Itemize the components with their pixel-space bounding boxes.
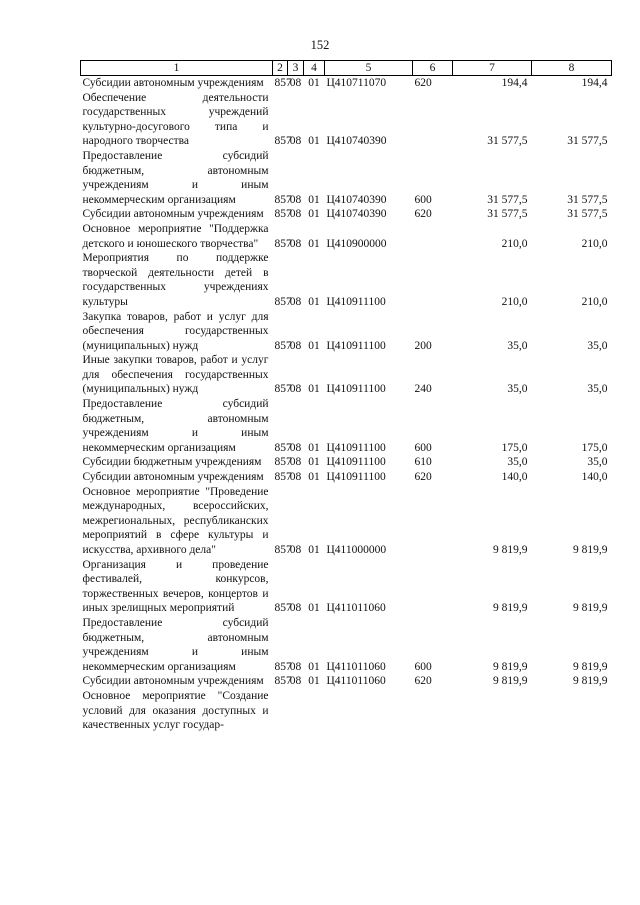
row-target-code: Ц410900000 xyxy=(326,237,387,250)
row-amount-col7: 175,0 xyxy=(501,441,528,454)
row-expense-type xyxy=(413,91,453,149)
row-amount-col7: 9 819,9 xyxy=(493,660,528,673)
row-expense-type: 620 xyxy=(414,471,432,484)
row-ministry-code: 857 xyxy=(274,471,292,484)
row-amount-col8: 31 577,5 xyxy=(567,193,608,206)
row-section-code: 08 xyxy=(289,660,302,673)
header-cell: 7 xyxy=(453,61,532,76)
row-description: Закупка товаров, работ и услуг для обеспечения государственных (муниципальных) нужд xyxy=(82,310,269,352)
row-description: Мероприятия по поддержке творческой деятельности детей в государственных учреждениях культуры xyxy=(82,252,269,308)
row-expense-type: 200 xyxy=(414,339,432,352)
table-row xyxy=(81,470,612,485)
row-target-code: Ц411000000 xyxy=(326,544,387,556)
row-target-code: Ц410911100 xyxy=(326,295,386,308)
row-amount-col8: 175,0 xyxy=(581,441,608,454)
row-ministry-code: 857 xyxy=(274,135,292,148)
row-description: Субсидии бюджетным учреждениям xyxy=(82,456,262,469)
row-ministry-code: 857 xyxy=(274,193,292,206)
table-row xyxy=(81,353,612,397)
budget-table xyxy=(80,60,612,733)
row-target-code: Ц410911100 xyxy=(326,339,386,352)
header-cell: 4 xyxy=(304,61,325,76)
row-amount-col7: 9 819,9 xyxy=(493,602,528,615)
row-ministry-code: 857 xyxy=(274,295,292,308)
row-subsection-code: 01 xyxy=(308,339,320,352)
row-target-code: Ц411011060 xyxy=(326,602,386,615)
row-amount-col7: 31 577,5 xyxy=(487,135,528,148)
row-amount-col7: 194,4 xyxy=(501,77,528,89)
header-cell: 1 xyxy=(81,61,273,76)
row-amount-col8: 35,0 xyxy=(587,383,608,396)
row-amount-col8: 210,0 xyxy=(581,237,608,250)
row-section-code: 08 xyxy=(289,193,302,206)
table-row xyxy=(81,91,612,149)
row-description: Предоставление субсидий бюджетным, автономным учреждениям и иным некоммерческим организациям xyxy=(82,398,269,454)
table-row xyxy=(81,149,612,207)
row-amount-col8: 31 577,5 xyxy=(567,208,608,221)
row-target-code xyxy=(325,689,413,733)
row-description: Организация и проведение фестивалей, конкурсов, торжественных вечеров, концертов и иных зрелищных мероприятий xyxy=(82,558,269,615)
row-expense-type: 620 xyxy=(414,675,432,688)
header-cell: 2 xyxy=(273,61,288,76)
table-row xyxy=(81,251,612,309)
row-subsection-code: 01 xyxy=(308,135,320,148)
row-target-code: Ц410911100 xyxy=(326,456,386,469)
row-target-code: Ц410911100 xyxy=(326,471,386,484)
table-row xyxy=(81,455,612,470)
row-expense-type: 600 xyxy=(414,441,432,454)
row-ministry-code: 857 xyxy=(274,602,292,615)
row-description: Предоставление субсидий бюджетным, автономным учреждениям и иным некоммерческим организациям xyxy=(82,149,269,206)
row-expense-type: 600 xyxy=(414,660,432,673)
row-section-code: 08 xyxy=(289,602,302,615)
row-expense-type: 610 xyxy=(414,456,432,469)
header-cell: 5 xyxy=(325,61,413,76)
row-subsection-code: 01 xyxy=(308,208,320,221)
row-amount-col8: 31 577,5 xyxy=(567,135,608,148)
row-subsection-code: 01 xyxy=(308,441,320,454)
row-expense-type: 240 xyxy=(414,383,432,396)
table-row xyxy=(81,558,612,616)
page-number: 152 xyxy=(310,38,330,52)
row-section-code: 08 xyxy=(289,441,302,454)
header-cell: 8 xyxy=(532,61,612,76)
row-description: Субсидии автономным учреждениям xyxy=(82,208,264,221)
row-section-code: 08 xyxy=(289,383,302,396)
row-expense-type xyxy=(413,689,453,733)
row-amount-col7: 140,0 xyxy=(501,471,528,484)
row-section-code: 08 xyxy=(289,456,302,469)
row-amount-col8: 35,0 xyxy=(587,456,608,469)
row-section-code: 08 xyxy=(289,471,302,484)
row-ministry-code: 857 xyxy=(274,544,292,556)
row-amount-col7 xyxy=(453,689,532,733)
row-ministry-code: 857 xyxy=(274,383,292,396)
row-amount-col8: 35,0 xyxy=(587,339,608,352)
row-amount-col7: 35,0 xyxy=(507,456,528,469)
row-subsection-code: 01 xyxy=(308,544,320,556)
row-amount-col8 xyxy=(532,689,612,733)
row-section-code: 08 xyxy=(289,77,302,89)
row-description: Предоставление субсидий бюджетным, автономным учреждениям и иным некоммерческим организациям xyxy=(82,616,269,673)
row-description: Субсидии автономным учреждениям xyxy=(82,77,264,89)
row-subsection-code: 01 xyxy=(308,237,320,250)
header-cell: 6 xyxy=(413,61,453,76)
row-amount-col8: 194,4 xyxy=(581,77,608,89)
row-section-code: 08 xyxy=(289,295,302,308)
row-description: Основное мероприятие "Создание условий для оказания доступных и качественных услуг государ- xyxy=(82,689,269,732)
row-amount-col7: 35,0 xyxy=(507,383,528,396)
header-row xyxy=(81,61,612,76)
row-amount-col8: 210,0 xyxy=(581,295,608,308)
row-subsection-code: 01 xyxy=(308,456,320,469)
row-ministry-code xyxy=(273,689,288,733)
row-section-code: 08 xyxy=(289,675,302,688)
row-target-code: Ц411011060 xyxy=(326,675,386,688)
row-ministry-code: 857 xyxy=(274,456,292,469)
row-amount-col8: 9 819,9 xyxy=(573,544,608,556)
row-amount-col7: 210,0 xyxy=(501,295,528,308)
row-subsection-code: 01 xyxy=(308,295,320,308)
row-target-code: Ц410911100 xyxy=(326,383,386,396)
table-row xyxy=(81,76,612,91)
table-row xyxy=(81,397,612,455)
row-amount-col8: 9 819,9 xyxy=(573,660,608,673)
row-target-code: Ц411011060 xyxy=(326,660,386,673)
row-section-code: 08 xyxy=(289,135,302,148)
row-amount-col7: 210,0 xyxy=(501,237,528,250)
row-section-code: 08 xyxy=(289,339,302,352)
row-subsection-code: 01 xyxy=(308,602,320,615)
row-subsection-code: 01 xyxy=(308,660,320,673)
table-row xyxy=(81,222,612,251)
row-section-code: 08 xyxy=(289,237,302,250)
row-description: Иные закупки товаров, работ и услуг для обеспечения государственных (муниципальных) нужд xyxy=(82,354,269,396)
row-description: Субсидии автономным учреждениям xyxy=(82,471,264,484)
header-cell: 3 xyxy=(288,61,304,76)
table-row xyxy=(81,207,612,222)
row-subsection-code: 01 xyxy=(308,193,320,206)
row-amount-col7: 35,0 xyxy=(507,339,528,352)
row-ministry-code: 857 xyxy=(274,237,292,250)
row-expense-type xyxy=(413,485,453,558)
row-section-code: 08 xyxy=(289,544,302,556)
row-expense-type: 620 xyxy=(414,77,432,89)
row-subsection-code: 01 xyxy=(308,675,320,688)
row-subsection-code: 01 xyxy=(308,77,320,89)
row-amount-col7: 31 577,5 xyxy=(487,208,528,221)
row-ministry-code: 857 xyxy=(274,208,292,221)
row-subsection-code: 01 xyxy=(308,471,320,484)
row-description: Основное мероприятие "Проведение международных, всероссийских, межрегиональных, республиканских мероприятий в сфере культуры и искусства, архивного дела" xyxy=(82,485,269,556)
table-row xyxy=(81,310,612,354)
row-amount-col7: 31 577,5 xyxy=(487,193,528,206)
row-expense-type xyxy=(413,251,453,309)
row-ministry-code: 857 xyxy=(274,675,292,688)
row-amount-col7: 9 819,9 xyxy=(493,675,528,688)
row-expense-type xyxy=(413,222,453,251)
row-target-code: Ц410711070 xyxy=(326,77,387,89)
row-ministry-code: 857 xyxy=(274,77,292,89)
row-subsection-code: 01 xyxy=(308,383,320,396)
row-amount-col8: 9 819,9 xyxy=(573,675,608,688)
table-row xyxy=(81,674,612,689)
row-target-code: Ц410740390 xyxy=(326,193,387,206)
row-description: Субсидии автономным учреждениям xyxy=(82,675,264,688)
row-subsection-code xyxy=(304,689,325,733)
row-ministry-code: 857 xyxy=(274,441,292,454)
row-section-code: 08 xyxy=(289,208,302,221)
row-amount-col8: 140,0 xyxy=(581,471,608,484)
row-section-code xyxy=(288,689,304,733)
row-amount-col8: 9 819,9 xyxy=(573,602,608,615)
row-ministry-code: 857 xyxy=(274,339,292,352)
row-description: Обеспечение деятельности государственных учреждений культурно-досугового типа и народного творчества xyxy=(82,91,269,148)
row-target-code: Ц410740390 xyxy=(326,208,387,221)
table-row xyxy=(81,485,612,558)
row-target-code: Ц410911100 xyxy=(326,441,386,454)
row-expense-type: 620 xyxy=(414,208,432,221)
table-row xyxy=(81,689,612,733)
row-amount-col7: 9 819,9 xyxy=(493,544,528,556)
row-expense-type xyxy=(413,558,453,616)
row-expense-type: 600 xyxy=(414,193,432,206)
row-description: Основное мероприятие "Поддержка детского и юношеского творчества" xyxy=(82,222,269,250)
table-row xyxy=(81,616,612,674)
row-target-code: Ц410740390 xyxy=(326,135,387,148)
row-ministry-code: 857 xyxy=(274,660,292,673)
